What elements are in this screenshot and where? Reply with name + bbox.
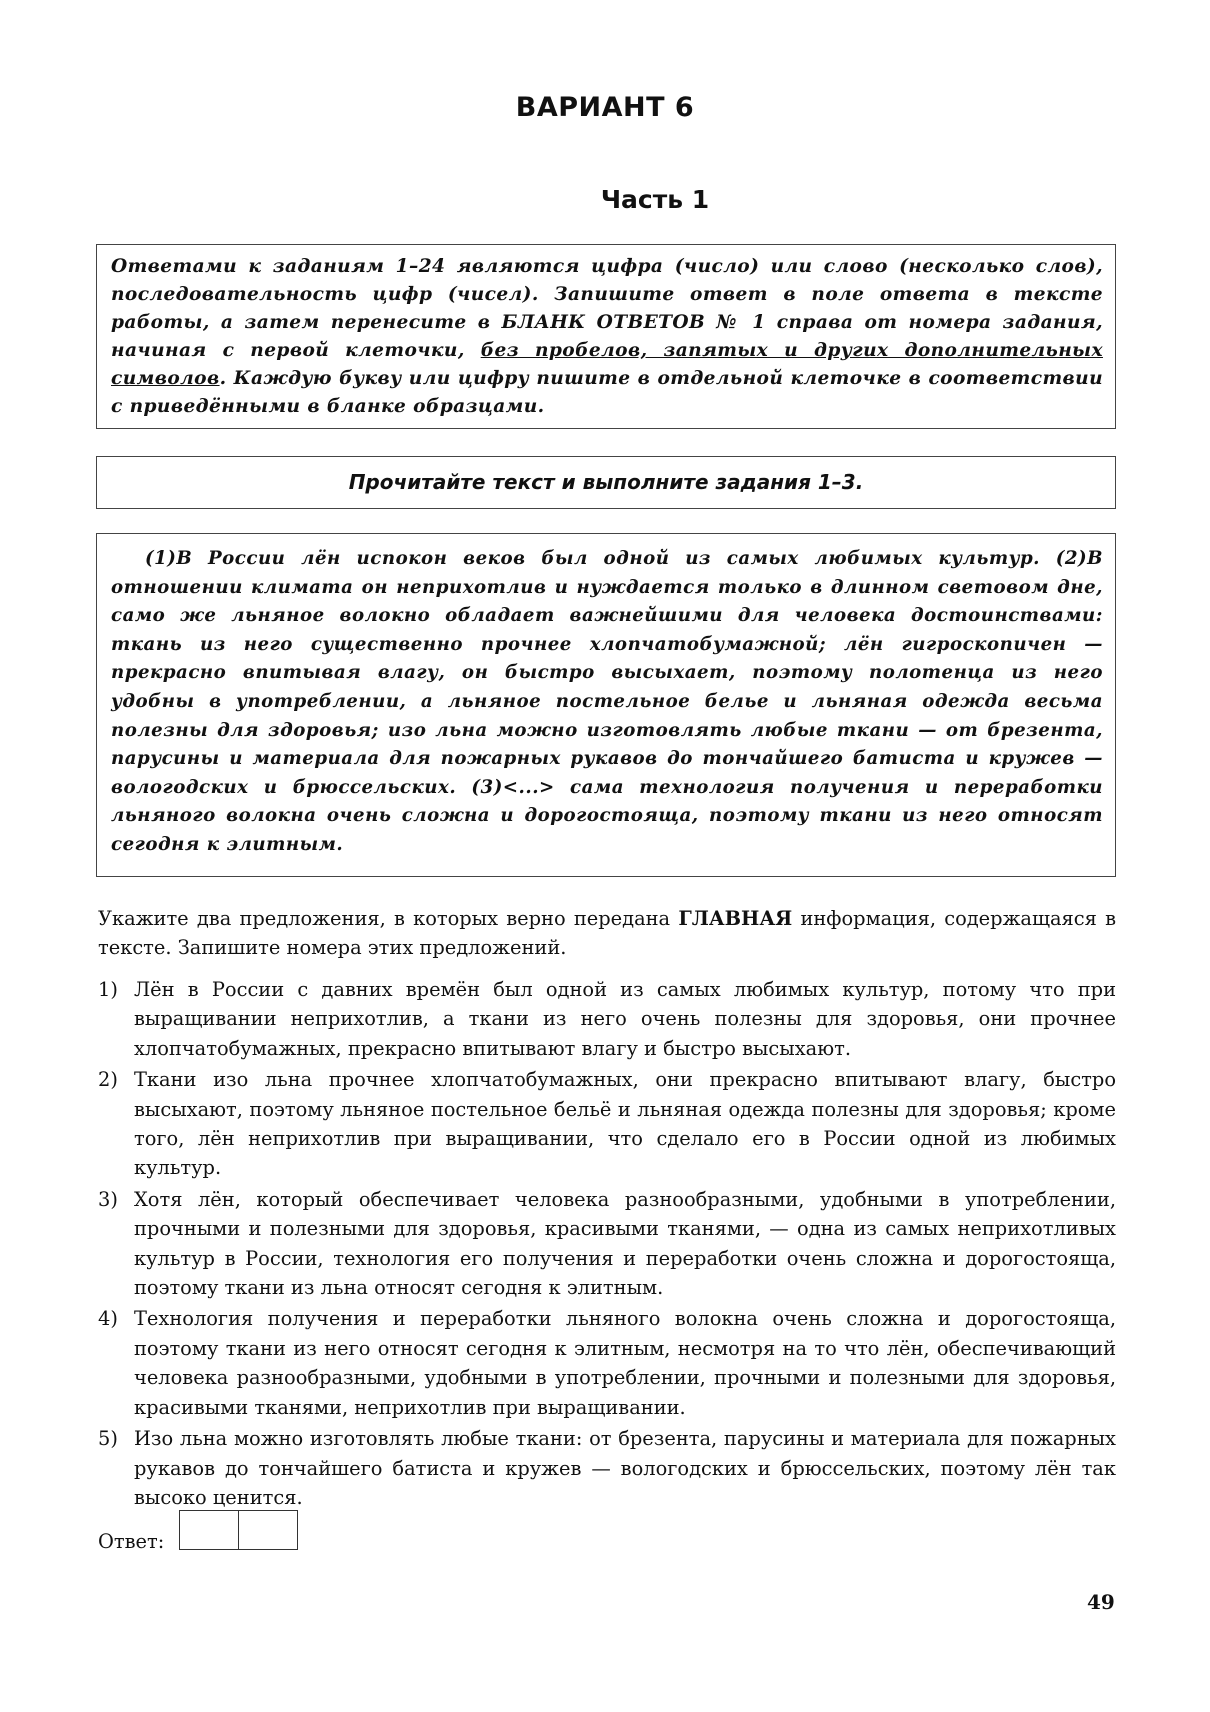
option-number: 3) [98,1187,118,1211]
option-number: 5) [98,1427,118,1451]
list-item [98,1304,1116,1422]
question-emphasis: ГЛАВНАЯ [678,907,793,930]
list-item [98,1185,1116,1303]
page-number: 49 [1087,1590,1115,1614]
answer-options [98,975,1116,1514]
list-item [98,975,1116,1063]
option-text: Хотя лён, который обеспечивает человека разнообразными, удобными в употреблении, прочными и полезными для здоровья, красивыми тканями, — одна из самых неприхотливых культур в России, технология его получения и переработки очень сложна и дорогостояща, поэтому ткани из льна относят сегодня к элитным. [134,1187,1116,1300]
answer-field[interactable] [179,1510,296,1550]
variant-title: ВАРИАНТ 6 [515,92,695,123]
answer-cell-1[interactable] [179,1510,239,1550]
option-number: 2) [98,1068,118,1092]
question-text-end: информация, содержащаяся в тексте. Запишите номера этих предложений. [98,907,1116,960]
option-number: 1) [98,978,118,1001]
reading-passage: (1)В России лён испокон веков был одной из самых любимых культур. (2)В отношении климата он неприхотлив и нуждается только в длинном световом дне, само же льняное волокно обладает важнейшими для человека достоинствами: ткань из него существенно прочнее хлопчатобумажной; лён гигроскопичен — прекрасно впитывая влагу, он быстро высыхает, поэтому полотенца из него удобны в употреблении, а льняное постельное белье и льняная одежда весьма полезны для здоровья; изо льна можно изготовлять любые ткани — от брезента, парусины и материала для пожарных рукавов до тончайшего батиста и кружев — вологодских и брюссельских. (3)<...> сама технология получения и переработки льняного волокна очень сложна и дорогостояща, поэтому ткани из него относят сегодня к элитным. [111,548,1103,855]
list-item [98,1065,1116,1183]
answer-label: Ответ: [98,1530,165,1553]
option-text: Технология получения и переработки льняного волокна очень сложна и дорогостояща, поэтому ткани из него относят сегодня к элитным, несмотря на то что лён, обеспечивающий человека разнообразными, удобными в употреблении, прочными и полезными для здоровья, красивыми тканями, неприхотлив при выращивании. [134,1307,1116,1419]
option-number: 4) [98,1307,118,1331]
instructions-text-end: . Каждую букву или цифру пишите в отдельной клеточке в соответствии с приведёнными в бланке образцами. [111,368,1103,417]
question-prompt [98,904,1116,962]
option-text: Ткани изо льна прочнее хлопчатобумажных, они прекрасно впитывают влагу, быстро высыхают, поэтому льняное постельное бельё и льняная одежда полезны для здоровья; кроме того, лён неприхотлив при выращивании, что сделало его в России одной из любимых культур. [134,1068,1116,1180]
reading-passage-box [96,533,1116,877]
instructions-box [96,244,1116,429]
part-title: Часть 1 [600,185,710,214]
list-item [98,1424,1116,1512]
option-text: Лён в России с давних времён был одной из самых любимых культур, потому что при выращивании неприхотлив, а ткани из него очень полезны для здоровья, они прочнее хлопчатобумажных, прекрасно впитывают влагу и быстро высыхают. [134,978,1116,1060]
instructions-underlined: без пробелов, запятых и других дополнительных символов [111,340,1103,389]
answer-cell-2[interactable] [238,1510,298,1550]
question-text: Укажите два предложения, в которых верно передана [98,907,679,930]
option-text: Изо льна можно изготовлять любые ткани: от брезента, парусины и материала для пожарных рукавов до тончайшего батиста и кружев — вологодских и брюссельских, поэтому лён так высоко ценится. [134,1427,1116,1509]
task-heading: Прочитайте текст и выполните задания 1–3. [96,456,1116,509]
instructions-text: Ответами к заданиям 1–24 являются цифра (число) или слово (несколько слов), последовательность цифр (чисел). Запишите ответ в поле ответа в тексте работы, а затем перенесите в БЛАНК ОТВЕТОВ № 1 справа от номера задания, начиная с первой клеточки, [111,256,1103,361]
